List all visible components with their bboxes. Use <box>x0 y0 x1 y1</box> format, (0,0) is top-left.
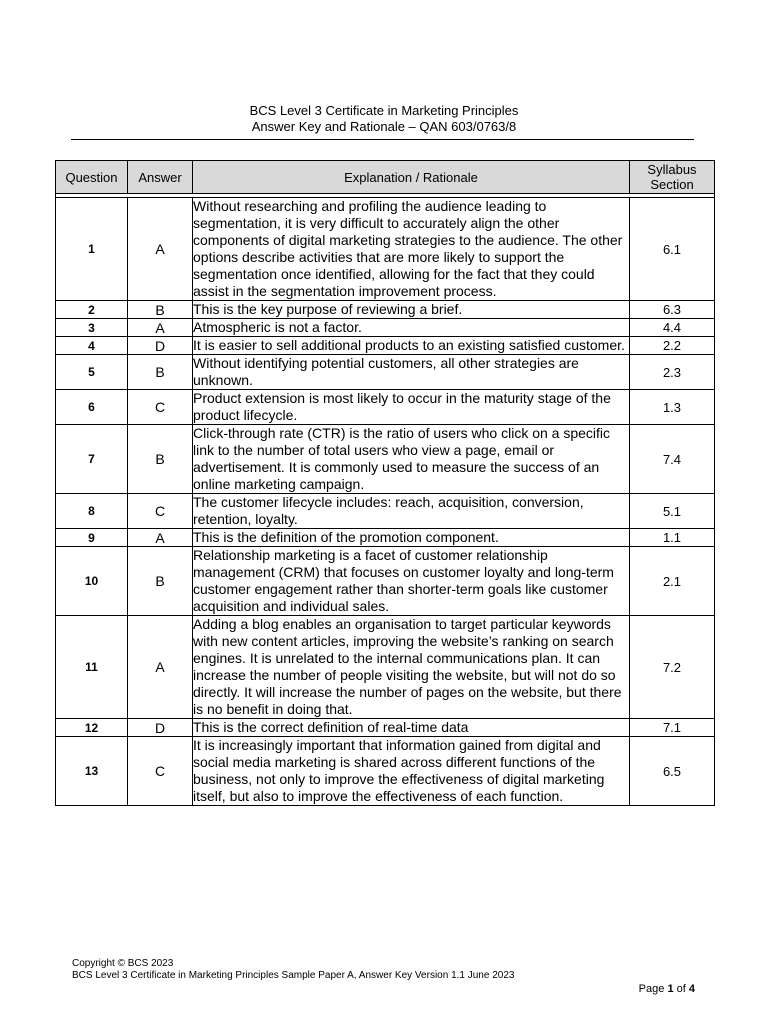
question-number-cell: 13 <box>56 737 128 806</box>
answer-cell: A <box>128 319 193 337</box>
syllabus-section-cell: 7.1 <box>630 719 715 737</box>
document-subtitle: Answer Key and Rationale – QAN 603/0763/8 <box>251 119 517 134</box>
answer-cell: B <box>128 355 193 390</box>
explanation-cell: Without researching and profiling the audience leading to segmentation, it is very difficult to accurately align the other components of digital marketing strategies to the audience. The other options describe activities that are more likely to support the segmentation once identified, allowing for the fact that they could assist in the segmentation improvement process. <box>193 198 630 301</box>
footer-document-info: BCS Level 3 Certificate in Marketing Principles Sample Paper A, Answer Key Version 1.1 June 2023 <box>72 970 515 981</box>
table-header-row <box>56 161 715 194</box>
column-header-explanation: Explanation / Rationale <box>193 161 630 194</box>
table-row <box>56 425 715 494</box>
question-number-cell: 10 <box>56 547 128 616</box>
question-number-cell: 6 <box>56 390 128 425</box>
column-header-syllabus <box>630 161 715 194</box>
answer-cell: B <box>128 547 193 616</box>
question-number-cell: 9 <box>56 529 128 547</box>
table-row <box>56 616 715 719</box>
answer-cell: D <box>128 337 193 355</box>
answer-cell: C <box>128 494 193 529</box>
answer-key-table <box>55 160 715 806</box>
question-number-cell: 1 <box>56 198 128 301</box>
explanation-cell: This is the key purpose of reviewing a brief. <box>193 301 630 319</box>
document-header <box>0 103 768 135</box>
page-current: 1 <box>667 983 674 995</box>
page-total: 4 <box>688 983 695 995</box>
question-number-cell: 12 <box>56 719 128 737</box>
syllabus-section-cell: 1.1 <box>630 529 715 547</box>
syllabus-section-cell: 6.1 <box>630 198 715 301</box>
syllabus-section-cell: 6.5 <box>630 737 715 806</box>
question-number-cell: 8 <box>56 494 128 529</box>
answer-cell: B <box>128 425 193 494</box>
question-number-cell: 4 <box>56 337 128 355</box>
table-row <box>56 737 715 806</box>
syllabus-section-cell: 4.4 <box>630 319 715 337</box>
syllabus-section-cell: 2.1 <box>630 547 715 616</box>
column-header-question: Question <box>56 161 128 194</box>
syllabus-section-cell: 7.2 <box>630 616 715 719</box>
column-header-answer: Answer <box>128 161 193 194</box>
table-row <box>56 301 715 319</box>
explanation-cell: It is easier to sell additional products to an existing satisfied customer. <box>193 337 630 355</box>
footer-copyright: Copyright © BCS 2023 <box>72 958 174 969</box>
question-number-cell: 11 <box>56 616 128 719</box>
syllabus-header-line2: Section <box>650 177 694 192</box>
document-title: BCS Level 3 Certificate in Marketing Principles <box>249 103 519 118</box>
answer-cell: A <box>128 198 193 301</box>
question-number-cell: 2 <box>56 301 128 319</box>
answer-cell: C <box>128 390 193 425</box>
syllabus-section-cell: 5.1 <box>630 494 715 529</box>
explanation-cell: Atmospheric is not a factor. <box>193 319 630 337</box>
syllabus-section-cell: 6.3 <box>630 301 715 319</box>
answer-cell: C <box>128 737 193 806</box>
explanation-cell: Without identifying potential customers, all other strategies are unknown. <box>193 355 630 390</box>
answer-cell: A <box>128 616 193 719</box>
syllabus-section-cell: 2.2 <box>630 337 715 355</box>
explanation-cell: Adding a blog enables an organisation to target particular keywords with new content articles, improving the website’s ranking on search engines. It is unrelated to the internal communications plan. It can increase the number of people visiting the website, but will not do so directly. It will increase the number of pages on the website, but there is no benefit in doing that. <box>193 616 630 719</box>
table-row <box>56 547 715 616</box>
syllabus-section-cell: 2.3 <box>630 355 715 390</box>
page-of: of <box>676 983 686 995</box>
table-row <box>56 529 715 547</box>
table-row <box>56 390 715 425</box>
answer-cell: B <box>128 301 193 319</box>
explanation-cell: It is increasingly important that information gained from digital and social media marketing is shared across different functions of the business, not only to improve the effectiveness of digital marketing itself, but also to improve the effectiveness of each function. <box>193 737 630 806</box>
explanation-cell: The customer lifecycle includes: reach, acquisition, conversion, retention, loyalty. <box>193 494 630 529</box>
page-number <box>639 983 695 995</box>
explanation-cell: Product extension is most likely to occur in the maturity stage of the product lifecycle. <box>193 390 630 425</box>
table-row <box>56 355 715 390</box>
question-number-cell: 5 <box>56 355 128 390</box>
question-number-cell: 3 <box>56 319 128 337</box>
table-row <box>56 494 715 529</box>
explanation-cell: Click-through rate (CTR) is the ratio of users who click on a specific link to the number of total users who view a page, email or advertisement. It is commonly used to measure the success of an online marketing campaign. <box>193 425 630 494</box>
table-row <box>56 337 715 355</box>
syllabus-section-cell: 1.3 <box>630 390 715 425</box>
table-row <box>56 198 715 301</box>
question-number-cell: 7 <box>56 425 128 494</box>
header-divider <box>71 139 694 140</box>
table-row <box>56 719 715 737</box>
explanation-cell: This is the correct definition of real-time data <box>193 719 630 737</box>
explanation-cell: Relationship marketing is a facet of customer relationship management (CRM) that focuses on customer loyalty and long-term customer engagement rather than shorter-term goals like customer acquisition and individual sales. <box>193 547 630 616</box>
answer-cell: D <box>128 719 193 737</box>
explanation-cell: This is the definition of the promotion component. <box>193 529 630 547</box>
page-label: Page <box>638 983 665 995</box>
page-footer <box>72 958 514 982</box>
answer-cell: A <box>128 529 193 547</box>
syllabus-section-cell: 7.4 <box>630 425 715 494</box>
syllabus-header-line1: Syllabus <box>647 162 697 177</box>
table-row <box>56 319 715 337</box>
